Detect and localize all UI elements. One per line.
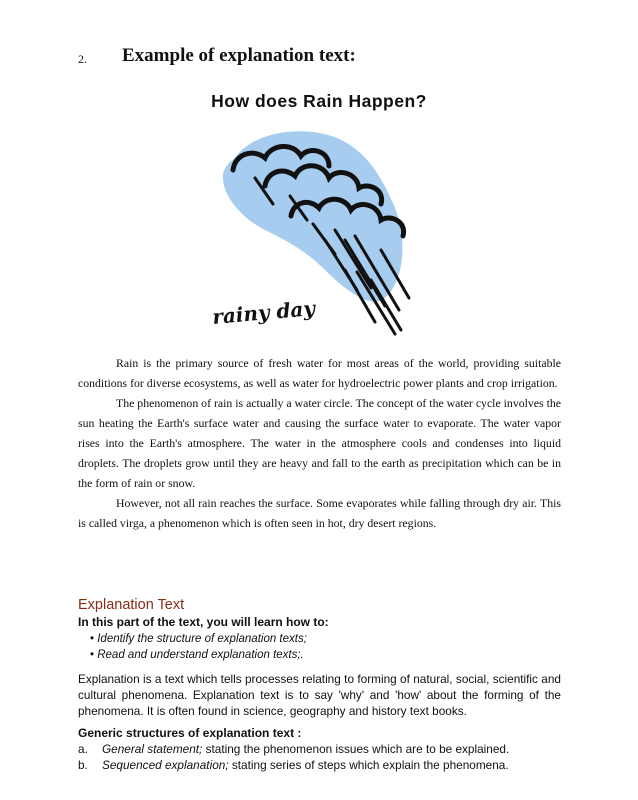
list-description: stating series of steps which explain the phenomena.: [228, 758, 509, 772]
generic-structure-list: [78, 741, 509, 773]
definition-paragraph: Explanation is a text which tells processes relating to forming of natural, social, scientific and cultural phenomena. Explanation text is to say 'why' and 'how' about the forming of the phenomena. It is often found in science, geography and history text books.: [78, 672, 561, 718]
list-term: Sequenced explanation;: [102, 758, 229, 772]
cloud-icon: [223, 131, 404, 301]
body-paragraph: Rain is the primary source of fresh water for most areas of the world, providing suitable conditions for diverse ecosystems, as well as water for hydroelectric power plants and crop irrigation.: [78, 356, 561, 390]
body-paragraph: The phenomenon of rain is actually a water circle. The concept of the water cycle involves the sun heating the Earth's surface water and causing the surface water to evaporate. The water vapor rises into the Earth's atmosphere. The water in the atmosphere cools and condenses into liquid droplets. The droplets grow until they are heavy and fall to the earth as precipitation which can be in the form of rain or snow.: [78, 396, 561, 490]
list-description: stating the phenomenon issues which are to be explained.: [202, 742, 510, 756]
list-marker: b.: [78, 758, 88, 772]
learning-objectives-heading: In this part of the text, you will learn how to:: [78, 615, 329, 629]
illustration-caption: rainy day: [211, 296, 316, 329]
body-paragraph: However, not all rain reaches the surface. Some evaporates while falling through dry air. This is called virga, a phenomenon which is often seen in hot, dry desert regions.: [78, 496, 561, 530]
list-item: • Read and understand explanation texts;.: [90, 647, 307, 663]
rainy-day-illustration: [195, 120, 435, 352]
list-item: • Identify the structure of explanation texts;: [90, 631, 307, 647]
list-marker: a.: [78, 742, 88, 756]
section-heading: Example of explanation text:: [122, 45, 356, 66]
generic-structure-heading: Generic structures of explanation text :: [78, 726, 302, 740]
list-item: [78, 757, 509, 773]
document-title: How does Rain Happen?: [211, 91, 427, 111]
explanation-heading: Explanation Text: [78, 597, 185, 613]
list-term: General statement;: [102, 742, 203, 756]
body-text: [78, 353, 561, 533]
learning-objectives-list: [90, 631, 307, 663]
section-number: 2.: [78, 52, 87, 66]
list-item: [78, 741, 509, 757]
